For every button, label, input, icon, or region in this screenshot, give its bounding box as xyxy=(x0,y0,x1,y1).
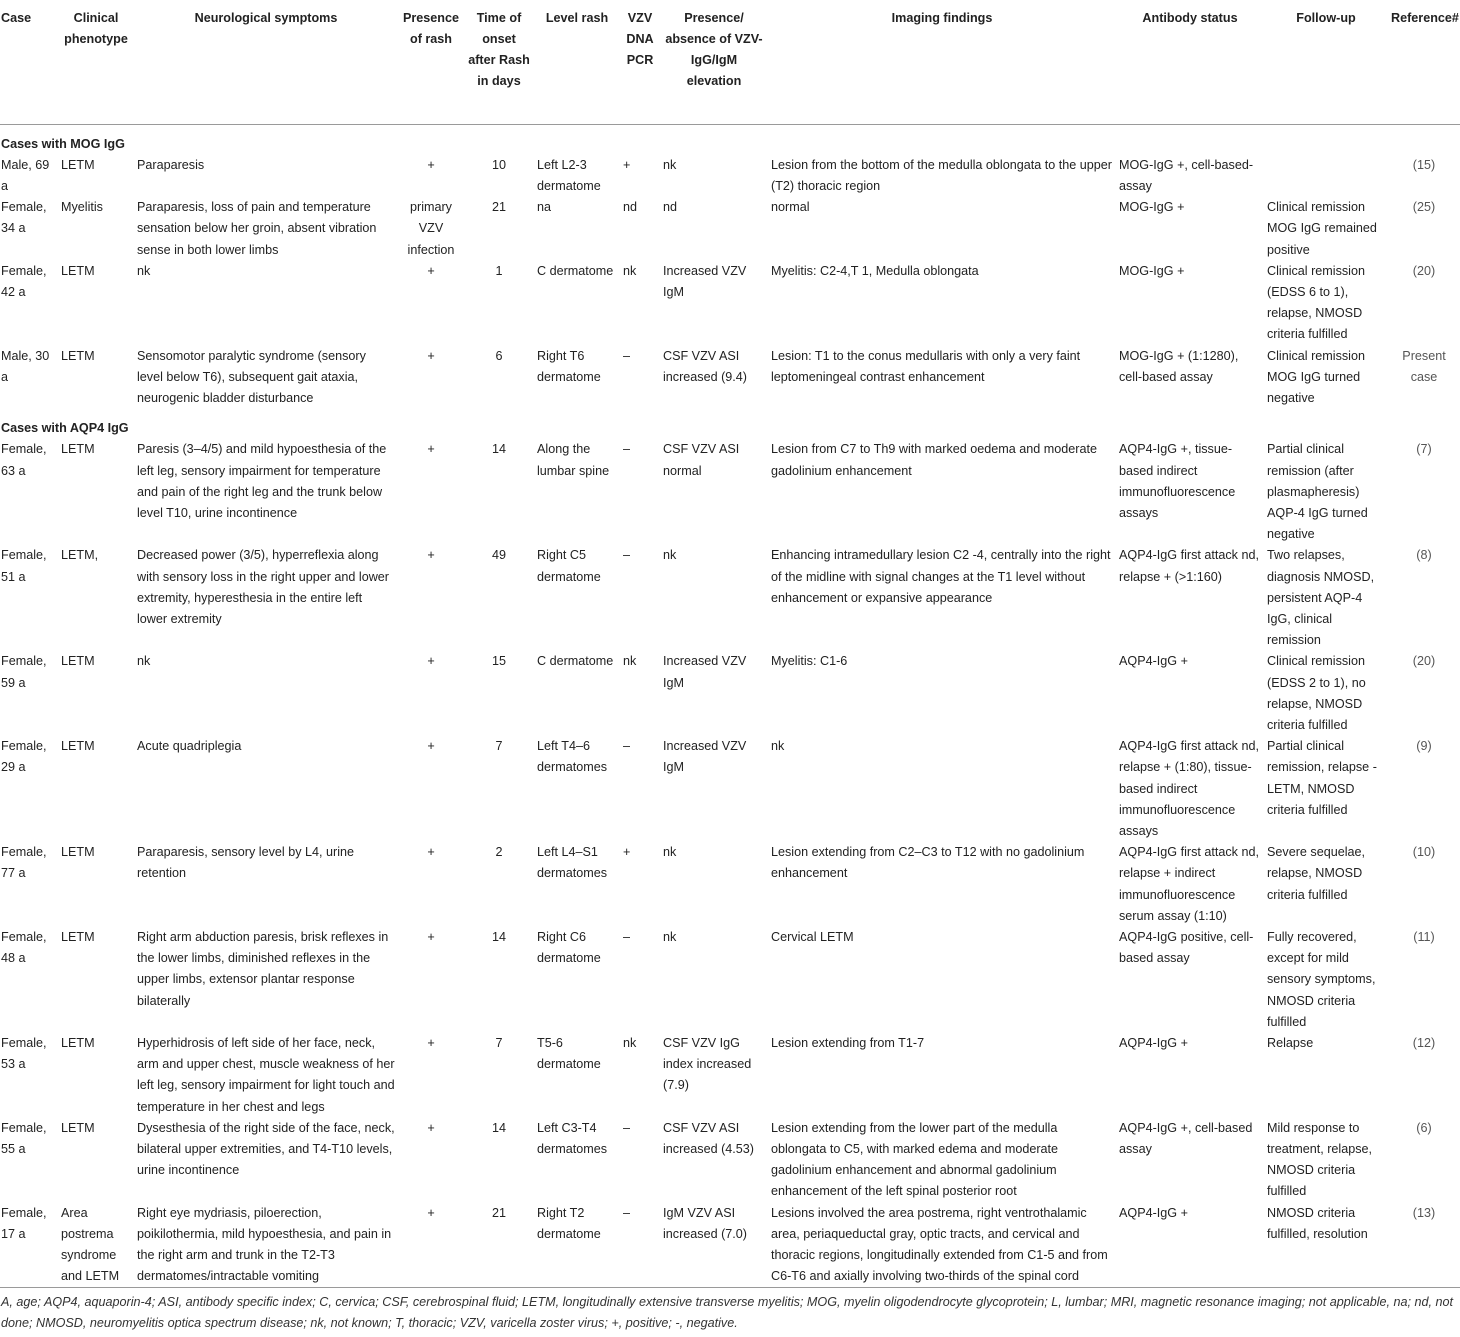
cell-symptoms: nk xyxy=(137,654,151,669)
cell-followup: Clinical remission MOG IgG remained positive xyxy=(1267,200,1377,257)
cell-igg: nk xyxy=(663,845,677,860)
cell-case: Female, 42 a xyxy=(1,263,47,299)
cell-onset: 49 xyxy=(491,548,506,563)
cell-antibody: AQP4-IgG first attack nd, relapse + indirect immunofluorescence serum assay (1:10) xyxy=(1119,845,1259,923)
cell-pcr: – xyxy=(623,1120,631,1135)
header-case: Case xyxy=(1,11,32,25)
cell-level: Right C5 dermatome xyxy=(537,548,601,584)
header-rash: Presence of rash xyxy=(402,11,459,46)
cell-igg: CSF VZV ASI increased (9.4) xyxy=(663,348,747,384)
table-row xyxy=(0,261,1460,346)
cell-imaging: Lesion extending from T1-7 xyxy=(771,1036,925,1051)
cell-level: Left C3-T4 dermatomes xyxy=(537,1120,607,1157)
cell-pcr: + xyxy=(623,845,631,860)
cell-imaging: normal xyxy=(771,200,810,215)
cell-phenotype: Area postrema syndrome and LETM xyxy=(61,1205,120,1284)
cell-rash: + xyxy=(427,348,435,363)
cell-antibody: AQP4-IgG positive, cell-based assay xyxy=(1119,930,1254,966)
cell-pcr: – xyxy=(623,1205,631,1220)
cell-igg: nk xyxy=(663,930,677,945)
cell-ref: (7) xyxy=(1416,442,1432,457)
cell-antibody: AQP4-IgG + xyxy=(1119,1205,1188,1220)
header-onset: Time of onset after Rash in days xyxy=(468,11,530,88)
cell-case: Female, 34 a xyxy=(1,200,47,236)
header-symptoms: Neurological symptoms xyxy=(194,11,338,25)
cell-phenotype: Myelitis xyxy=(61,200,103,215)
cell-pcr: nk xyxy=(623,263,637,278)
cell-igg: nk xyxy=(663,548,677,563)
cell-imaging: Enhancing intramedullary lesion C2 -4, centrally into the right of the midline with signal changes at the T1 level without enhancement or expansive appearance xyxy=(771,548,1111,605)
cell-level: Left L4–S1 dermatomes xyxy=(537,845,607,881)
cell-imaging: Lesion extending from the lower part of the medulla oblongata to C5, with marked edema and moderate gadolinium enhancement and abnormal gadolinium enhancement of the left spinal posterior root xyxy=(771,1120,1059,1199)
cell-rash: + xyxy=(427,845,435,860)
cell-ref: (12) xyxy=(1412,1036,1436,1051)
cell-rash: primary VZV infection xyxy=(407,200,455,257)
cell-rash: + xyxy=(427,1120,435,1135)
table-row xyxy=(0,155,1460,197)
cell-pcr: – xyxy=(623,548,631,563)
cell-case: Female, 17 a xyxy=(1,1205,47,1241)
cell-antibody: AQP4-IgG + xyxy=(1119,1036,1188,1051)
cell-ref: (6) xyxy=(1416,1120,1432,1135)
cell-pcr: – xyxy=(623,442,631,457)
cell-ref: (10) xyxy=(1412,845,1436,860)
cell-phenotype: LETM, xyxy=(61,548,99,563)
cell-followup: Mild response to treatment, relapse, NMOSD criteria fulfilled xyxy=(1267,1120,1372,1199)
cell-igg: Increased VZV IgM xyxy=(663,263,747,299)
cell-level: Left L2-3 dermatome xyxy=(537,157,601,193)
cell-imaging: Lesion extending from C2–C3 to T12 with no gadolinium enhancement xyxy=(771,845,1085,881)
cell-rash: + xyxy=(427,1205,435,1220)
header-row xyxy=(0,0,1460,124)
cell-case: Female, 77 a xyxy=(1,845,47,881)
section-title: Cases with AQP4 IgG xyxy=(1,421,129,436)
cell-igg: IgM VZV ASI increased (7.0) xyxy=(663,1205,747,1241)
cell-pcr: nk xyxy=(623,1036,637,1051)
cell-onset: 14 xyxy=(491,442,506,457)
cell-imaging: Lesion: T1 to the conus medullaris with only a very faint leptomeningeal contrast enhancement xyxy=(771,348,1081,384)
cell-case: Female, 53 a xyxy=(1,1036,47,1072)
cell-followup: NMOSD criteria fulfilled, resolution xyxy=(1267,1205,1368,1241)
cell-phenotype: LETM xyxy=(61,845,95,860)
cell-ref: (8) xyxy=(1416,548,1432,563)
cell-rash: + xyxy=(427,654,435,669)
cell-phenotype: LETM xyxy=(61,263,95,278)
header-ref: Reference# xyxy=(1391,11,1459,25)
table-row xyxy=(0,736,1460,842)
cell-onset: 10 xyxy=(491,157,506,172)
cell-rash: + xyxy=(427,157,435,172)
cell-imaging: Lesion from C7 to Th9 with marked oedema and moderate gadolinium enhancement xyxy=(771,442,1097,478)
cell-followup: Clinical remission MOG IgG turned negative xyxy=(1267,348,1365,405)
cell-rash: + xyxy=(427,930,435,945)
cell-antibody: MOG-IgG + (1:1280), cell-based assay xyxy=(1119,348,1239,384)
cell-case: Female, 48 a xyxy=(1,930,47,966)
cell-onset: 14 xyxy=(491,930,506,945)
cell-onset: 15 xyxy=(491,654,506,669)
cell-followup: Partial clinical remission, relapse - LETM, NMOSD criteria fulfilled xyxy=(1267,739,1377,817)
cell-level: na xyxy=(537,200,552,215)
section-row xyxy=(0,409,1460,439)
cell-rash: + xyxy=(427,1036,435,1051)
cell-symptoms: Decreased power (3/5), hyperreflexia along with sensory loss in the right upper and lower extremity, hyperesthesia in the entire left lower extremity xyxy=(137,548,390,626)
cell-igg: CSF VZV ASI normal xyxy=(663,442,740,478)
cell-antibody: AQP4-IgG +, cell-based assay xyxy=(1119,1120,1253,1157)
cell-ref: (20) xyxy=(1412,654,1436,669)
cell-level: C dermatome xyxy=(537,263,614,278)
cell-pcr: – xyxy=(623,348,631,363)
cell-symptoms: Sensomotor paralytic syndrome (sensory level below T6), subsequent gait ataxia, neurogenic bladder disturbance xyxy=(137,348,366,405)
cell-level: Left T4–6 dermatomes xyxy=(537,739,607,775)
cell-level: Right C6 dermatome xyxy=(537,930,601,966)
cell-ref: (9) xyxy=(1416,739,1432,754)
cell-level: T5-6 dermatome xyxy=(537,1036,601,1072)
cell-pcr: nd xyxy=(623,200,638,215)
cell-symptoms: Acute quadriplegia xyxy=(137,739,242,754)
cell-ref: (20) xyxy=(1412,263,1436,278)
cell-rash: + xyxy=(427,739,435,754)
cell-onset: 2 xyxy=(495,845,503,860)
cell-symptoms: nk xyxy=(137,263,151,278)
cell-phenotype: LETM xyxy=(61,930,95,945)
cell-pcr: – xyxy=(623,930,631,945)
cell-case: Female, 51 a xyxy=(1,548,47,584)
cell-rash: + xyxy=(427,263,435,278)
cell-ref: (13) xyxy=(1412,1205,1436,1220)
cell-followup: Severe sequelae, relapse, NMOSD criteria fulfilled xyxy=(1267,845,1366,902)
cell-igg: CSF VZV ASI increased (4.53) xyxy=(663,1120,755,1157)
cell-rash: + xyxy=(427,548,435,563)
cell-level: Right T6 dermatome xyxy=(537,348,601,384)
cell-igg: Increased VZV IgM xyxy=(663,654,747,690)
cell-phenotype: LETM xyxy=(61,1036,95,1051)
cell-imaging: Myelitis: C1-6 xyxy=(771,654,848,669)
cell-case: Male, 69 a xyxy=(1,157,50,193)
table-body xyxy=(0,124,1460,1288)
cell-followup: Relapse xyxy=(1267,1036,1314,1051)
cell-imaging: nk xyxy=(771,739,785,754)
cell-onset: 21 xyxy=(491,200,506,215)
cell-onset: 6 xyxy=(495,348,503,363)
cell-antibody: AQP4-IgG + xyxy=(1119,654,1188,669)
cell-phenotype: LETM xyxy=(61,739,95,754)
cell-case: Female, 55 a xyxy=(1,1120,47,1157)
cell-symptoms: Dysesthesia of the right side of the face, neck, bilateral upper extremities, and T4-T10 levels, urine incontinence xyxy=(137,1120,395,1178)
section-title: Cases with MOG IgG xyxy=(1,136,125,151)
cell-phenotype: LETM xyxy=(61,348,95,363)
cell-onset: 7 xyxy=(495,1036,503,1051)
header-imaging: Imaging findings xyxy=(891,11,993,25)
table-row xyxy=(0,1118,1460,1203)
cell-level: C dermatome xyxy=(537,654,614,669)
cell-followup: Clinical remission (EDSS 6 to 1), relapse, NMOSD criteria fulfilled xyxy=(1267,263,1365,342)
cell-ref: (15) xyxy=(1412,157,1436,172)
cell-imaging: Lesion from the bottom of the medulla oblongata to the upper (T2) thoracic region xyxy=(771,157,1112,193)
cell-igg: nd xyxy=(663,200,678,215)
cell-case: Female, 59 a xyxy=(1,654,47,690)
table-row xyxy=(0,651,1460,736)
cell-igg: Increased VZV IgM xyxy=(663,739,747,775)
table-row xyxy=(0,842,1460,927)
cell-case: Male, 30 a xyxy=(1,348,50,384)
cell-antibody: AQP4-IgG first attack nd, relapse + (>1:160) xyxy=(1119,548,1259,584)
header-followup: Follow-up xyxy=(1296,11,1356,25)
cell-phenotype: LETM xyxy=(61,157,95,172)
cell-symptoms: Paraparesis, sensory level by L4, urine retention xyxy=(137,845,355,881)
cell-pcr: + xyxy=(623,157,631,172)
cell-followup: Clinical remission (EDSS 2 to 1), no relapse, NMOSD criteria fulfilled xyxy=(1267,654,1366,732)
cell-imaging: Cervical LETM xyxy=(771,930,854,945)
cell-symptoms: Hyperhidrosis of left side of her face, neck, arm and upper chest, muscle weakness of her left leg, sensory impairment for light touch and temperature in her chest and legs xyxy=(137,1036,395,1114)
section-row xyxy=(0,124,1460,155)
cell-followup: Fully recovered, except for mild sensory symptoms, NMOSD criteria fulfilled xyxy=(1267,930,1376,1029)
cell-antibody: MOG-IgG + xyxy=(1119,263,1185,278)
table-row xyxy=(0,346,1460,410)
table-row xyxy=(0,197,1460,261)
cell-antibody: MOG-IgG +, cell-based-assay xyxy=(1119,157,1254,193)
cell-imaging: Lesions involved the area postrema, right ventrothalamic area, periaqueductal gray, optic tracts, and cervical and thoracic regions, longitudinally extended from C1-5 and from C6-T6 and axially involving two-thirds of the spinal cord xyxy=(771,1205,1108,1284)
header-antibody: Antibody status xyxy=(1142,11,1238,25)
header-pcr: VZV DNA PCR xyxy=(626,11,654,67)
header-phenotype: Clinical phenotype xyxy=(64,11,128,46)
header-level: Level rash xyxy=(545,11,609,25)
cell-case: Female, 29 a xyxy=(1,739,47,775)
cell-phenotype: LETM xyxy=(61,654,95,669)
cell-imaging: Myelitis: C2-4,T 1, Medulla oblongata xyxy=(771,263,979,278)
cell-pcr: – xyxy=(623,739,631,754)
cell-symptoms: Paresis (3–4/5) and mild hypoesthesia of the left leg, sensory impairment for temperature and pain of the right leg and the trunk below level T10, urine incontinence xyxy=(137,442,387,520)
cell-ref: Present case xyxy=(1402,348,1446,384)
cell-phenotype: LETM xyxy=(61,1120,95,1135)
cell-antibody: MOG-IgG + xyxy=(1119,200,1185,215)
cell-pcr: nk xyxy=(623,654,637,669)
cell-igg: nk xyxy=(663,157,677,172)
table-row xyxy=(0,1033,1460,1118)
cell-rash: + xyxy=(427,442,435,457)
table-row xyxy=(0,927,1460,1033)
cell-case: Female, 63 a xyxy=(1,442,47,478)
cell-igg: CSF VZV IgG index increased (7.9) xyxy=(663,1036,752,1093)
table-row xyxy=(0,1203,1460,1288)
cell-antibody: AQP4-IgG +, tissue-based indirect immunofluorescence assays xyxy=(1119,442,1236,520)
cell-followup xyxy=(1264,155,1388,197)
header-igg: Presence/ absence of VZV-IgG/IgM elevation xyxy=(665,11,763,88)
cell-antibody: AQP4-IgG first attack nd, relapse + (1:80), tissue-based indirect immunofluorescence assays xyxy=(1119,739,1259,838)
cell-level: Along the lumbar spine xyxy=(537,442,610,478)
cell-level: Right T2 dermatome xyxy=(537,1205,601,1241)
cell-ref: (25) xyxy=(1412,200,1436,215)
cell-onset: 21 xyxy=(491,1205,506,1220)
cell-onset: 1 xyxy=(495,263,503,278)
cell-followup: Partial clinical remission (after plasmapheresis) AQP-4 IgG turned negative xyxy=(1267,442,1368,542)
cell-symptoms: Right arm abduction paresis, brisk reflexes in the lower limbs, diminished reflexes in the upper limbs, extensor plantar response bilaterally xyxy=(137,930,389,1008)
table-row xyxy=(0,439,1460,545)
cell-phenotype: LETM xyxy=(61,442,95,457)
cell-symptoms: Right eye mydriasis, piloerection, poikilothermia, mild hypoesthesia, and pain in the right arm and trunk in the T2-T3 dermatomes/intractable vomiting xyxy=(137,1205,392,1284)
table-footnote: A, age; AQP4, aquaporin-4; ASI, antibody specific index; C, cervica; CSF, cerebrospinal fluid; LETM, longitudinally extensive transverse myelitis; MOG, myelin oligodendrocyte glycoprotein; L, lumbar; MRI, magnetic resonance imaging; not applicable, na; nd, not done; NMOSD, neuromyelitis optica spectrum disease; nk, not known; T, thoracic; VZV, varicella zoster virus; +, positive; -, negative. xyxy=(1,1295,1454,1331)
cell-symptoms: Paraparesis xyxy=(137,157,205,172)
cell-followup: Two relapses, diagnosis NMOSD, persistent AQP-4 IgG, clinical remission xyxy=(1267,548,1375,648)
cell-onset: 7 xyxy=(495,739,503,754)
cell-ref: (11) xyxy=(1413,930,1435,945)
cell-symptoms: Paraparesis, loss of pain and temperature sensation below her groin, absent vibration sense in both lower limbs xyxy=(137,200,377,257)
cell-onset: 14 xyxy=(491,1120,506,1135)
table-row xyxy=(0,545,1460,651)
